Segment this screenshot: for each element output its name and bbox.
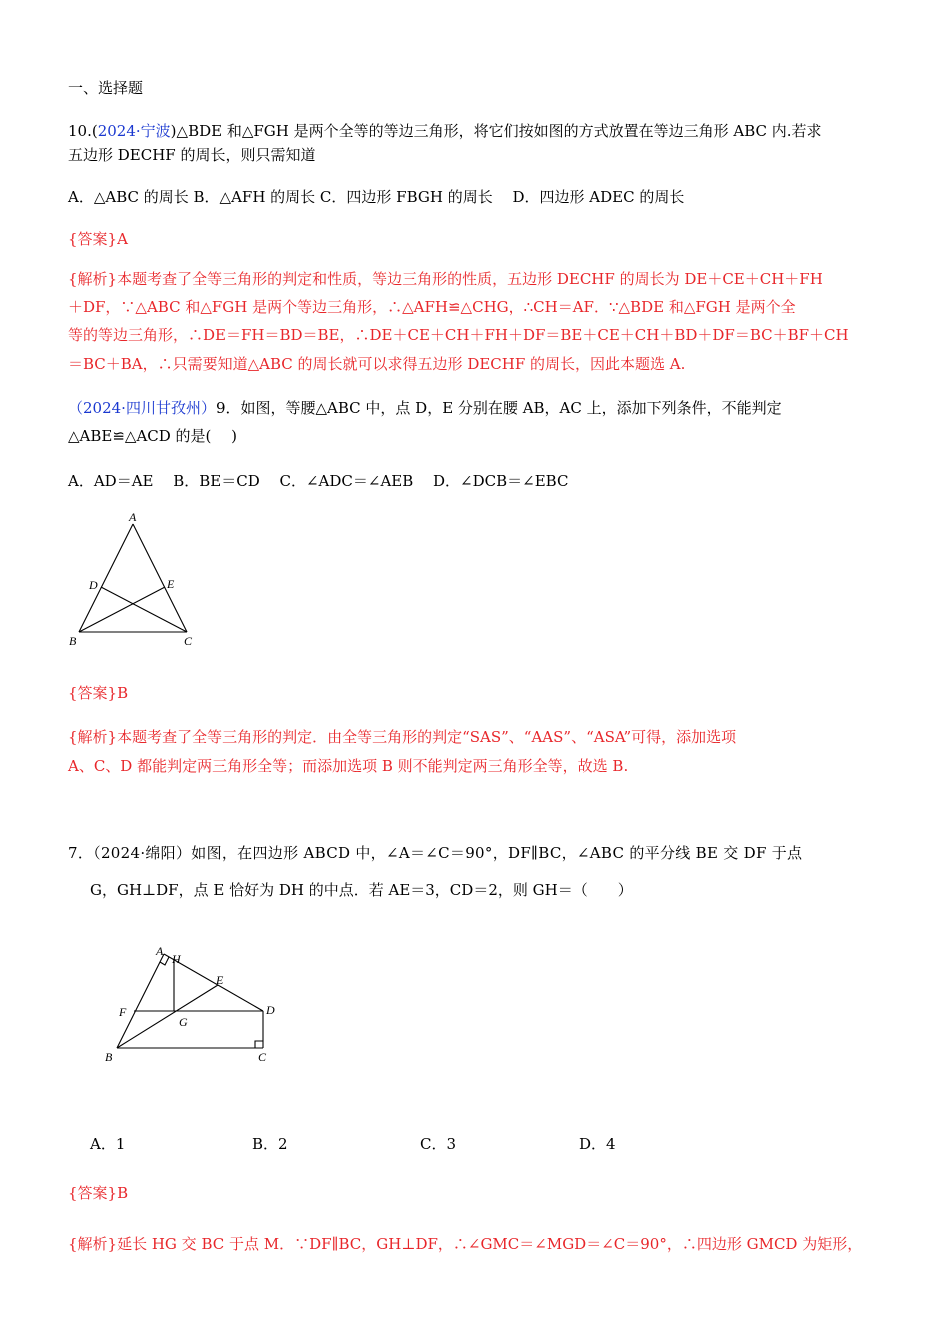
q9-label-a: A	[129, 510, 137, 524]
q9-stem-line2: △ABE≌△ACD 的是( )	[68, 427, 238, 445]
q9-stem-line1	[68, 398, 782, 418]
q9-source: （2024·四川甘孜州）	[68, 399, 216, 417]
q7-stem-line1: 7．（2024·绵阳）如图，在四边形 ABCD 中，∠A＝∠C＝90°，DF∥BC，∠ABC 的平分线 BE 交 DF 于点	[68, 844, 803, 862]
q7-label-d: D	[266, 1003, 275, 1017]
q9-segment-ab	[79, 524, 133, 632]
q10-stem-line2: 五边形 DECHF 的周长，则只需知道	[68, 146, 316, 164]
q9-label-c: C	[184, 634, 193, 648]
q9-segment-dc	[101, 587, 187, 632]
q7-stem-line2: G，GH⊥DF，点 E 恰好为 DH 的中点．若 AE＝3，CD＝2，则 GH＝（ ）	[90, 881, 633, 899]
q7-option-a: A．1	[90, 1135, 126, 1153]
q7-label-e: E	[216, 973, 224, 987]
q7-option-c: C．3	[420, 1135, 457, 1153]
q7-label-g: G	[179, 1015, 188, 1029]
q9-segment-ac	[133, 524, 187, 632]
q7-answer: {答案}B	[68, 1184, 129, 1202]
q9-answer: {答案}B	[68, 684, 129, 702]
q10-answer: {答案}A	[68, 230, 128, 248]
q10-stem-line1	[68, 121, 822, 141]
q7-label-a: A	[156, 944, 164, 958]
q10-analysis-line2: ＋DF，∵△ABC 和△FGH 是两个等边三角形，∴△AFH≌△CHG，∴CH＝AF．∵△BDE 和△FGH 是两个全	[68, 298, 796, 316]
q7-option-b: B．2	[252, 1135, 288, 1153]
q10-source-open: (	[91, 122, 98, 140]
q7-right-angle-c	[255, 1041, 263, 1048]
q9-triangle-figure	[66, 508, 201, 650]
q10-analysis-line3: 等的等边三角形，∴DE＝FH＝BD＝BE，∴DE＋CE＋CH＋FH＋DF＝BE＋CE＋CH＋BD＋DF＝BC＋BF＋CH	[68, 326, 849, 344]
q10-analysis-line4: ＝BC＋BA，∴只需要知道△ABC 的周长就可以求得五边形 DECHF 的周长，因此本题选 A.	[68, 355, 686, 373]
q9-analysis-line1: {解析}本题考查了全等三角形的判定．由全等三角形的判定“SAS”、“AAS”、“ASA”可得，添加选项	[68, 728, 737, 746]
q7-analysis-line1: {解析}延长 HG 交 BC 于点 M．∵DF∥BC，GH⊥DF，∴∠GMC＝∠MGD＝∠C＝90°，∴四边形 GMCD 为矩形，	[68, 1235, 863, 1253]
section-title: 一、选择题	[68, 79, 144, 97]
q10-source: 2024·宁波	[97, 122, 171, 140]
q7-label-h: H	[172, 952, 181, 966]
q10-source-close: )	[170, 122, 177, 140]
q7-label-b: B	[105, 1050, 113, 1064]
q9-segment-be	[79, 587, 165, 632]
q9-analysis-line2: A、C、D 都能判定两三角形全等；而添加选项 B 则不能判定两三角形全等，故选 B.	[68, 757, 629, 775]
q7-label-c: C	[258, 1050, 267, 1064]
q10-number: 10.	[68, 122, 92, 140]
q9-label-e: E	[167, 577, 175, 591]
q10-options: A．△ABC 的周长 B．△AFH 的周长 C．四边形 FBGH 的周长 D．四边形 ADEC 的周长	[68, 188, 685, 206]
q7-option-d: D．4	[579, 1135, 616, 1153]
q7-quadrilateral-figure	[100, 940, 290, 1068]
q9-label-b: B	[69, 634, 77, 648]
q10-stem-text: △BDE 和△FGH 是两个全等的等边三角形，将它们按如图的方式放置在等边三角形 ABC 内.若求	[176, 122, 822, 140]
q7-label-f: F	[119, 1005, 127, 1019]
q9-options: A．AD＝AE B．BE＝CD C．∠ADC＝∠AEB D．∠DCB＝∠EBC	[68, 472, 569, 490]
q9-stem-text: 9．如图，等腰△ABC 中，点 D，E 分别在腰 AB，AC 上，添加下列条件，不能判定	[215, 399, 782, 417]
q10-analysis-line1: {解析}本题考查了全等三角形的判定和性质，等边三角形的性质，五边形 DECHF 的周长为 DE＋CE＋CH＋FH	[68, 270, 823, 288]
q9-label-d: D	[89, 578, 98, 592]
